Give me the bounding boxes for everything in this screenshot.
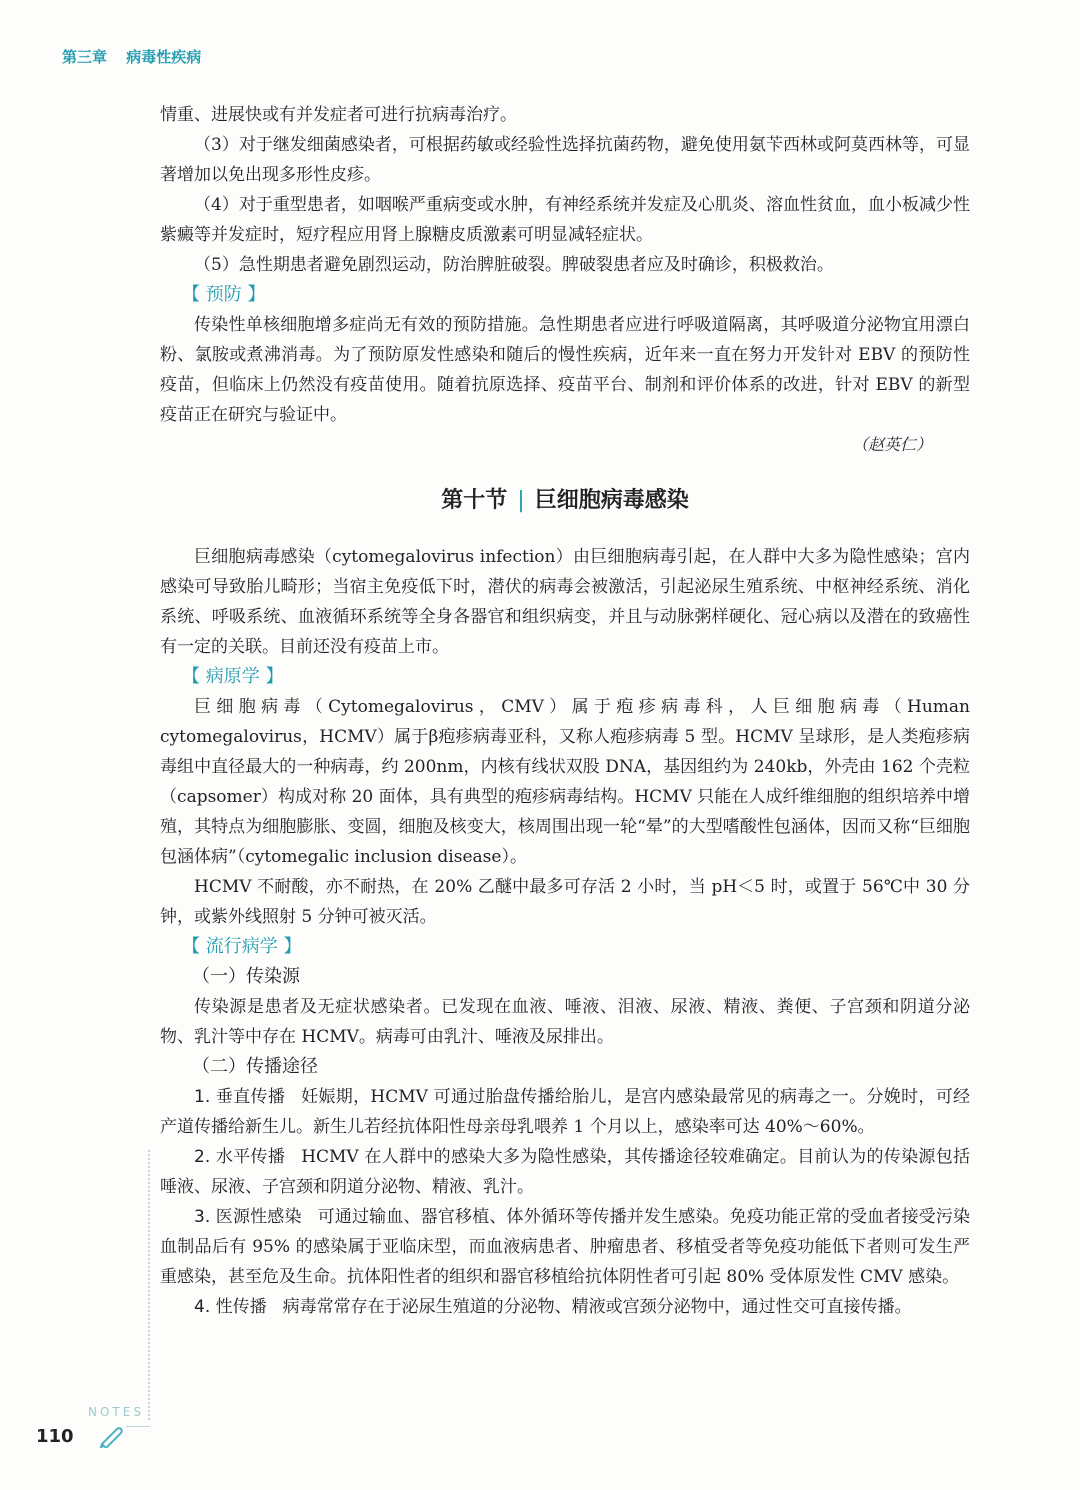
route-vertical bbox=[160, 1082, 970, 1142]
pencil-icon bbox=[98, 1424, 124, 1448]
route-iatrogenic-lead: 3. 医源性感染 bbox=[194, 1207, 302, 1227]
section-name: 巨细胞病毒感染 bbox=[534, 488, 689, 513]
route-horizontal bbox=[160, 1142, 970, 1202]
route-sexual-text: 病毒常常存在于泌尿生殖道的分泌物、精液或宫颈分泌物中，通过性交可直接传播。 bbox=[282, 1297, 912, 1317]
transmission-route-heading: （二）传播途径 bbox=[192, 1056, 318, 1077]
paragraph-continued: 情重、进展快或有并发症者可进行抗病毒治疗。 bbox=[160, 105, 517, 125]
etiology-heading: 【 病原学 】 bbox=[182, 666, 284, 687]
route-horizontal-lead: 2. 水平传播 bbox=[194, 1147, 286, 1167]
route-sexual bbox=[160, 1292, 970, 1322]
route-vertical-text: 妊娠期，HCMV 可通过胎盘传播给胎儿，是宫内感染最常见的病毒之一。分娩时，可经产道传播给新生儿。新生儿若经抗体阳性母亲母乳喂养 1 个月以上，感染率可达 40%～60%。 bbox=[160, 1087, 971, 1137]
prevention-paragraph: 传染性单核细胞增多症尚无有效的预防措施。急性期患者应进行呼吸道隔离，其呼吸道分泌物宜用漂白粉、氯胺或煮沸消毒。为了预防原发性感染和随后的慢性疾病，近年来一直在努力开发针对 EBV 的预防性疫苗，但临床上仍然没有疫苗使用。随着抗原选择、疫苗平台、制剂和评价体系的改进，针对 EBV 的新型疫苗正在研究与验证中。 bbox=[160, 315, 970, 425]
section-number: 第十节 bbox=[441, 488, 508, 513]
notes-margin-line bbox=[148, 1150, 150, 1420]
prevention-heading: 【 预防 】 bbox=[182, 284, 266, 305]
page-number: 110 bbox=[36, 1426, 74, 1447]
author-signature: （赵英仁） bbox=[851, 435, 932, 454]
route-iatrogenic-text: 可通过输血、器官移植、体外循环等传播并发生感染。免疫功能正常的受血者接受污染血制品后有 95% 的感染属于亚临床型，而血液病患者、肿瘤患者、移植受者等免疫功能低下者则可发生严重感染，甚至危及生命。抗体阳性者的组织和器官移植给抗体阴性者可引起 80% 受体原发性 CMV 感染。 bbox=[160, 1207, 971, 1287]
route-horizontal-text: HCMV 在人群中的感染大多为隐性感染，其传播途径较难确定。目前认为的传染源包括唾液、尿液、子宫颈和阴道分泌物、精液、乳汁。 bbox=[160, 1147, 971, 1197]
notes-rule bbox=[126, 1426, 150, 1427]
page-content bbox=[160, 100, 970, 1322]
infection-source-paragraph: 传染源是患者及无症状感染者。已发现在血液、唾液、泪液、尿液、精液、粪便、子宫颈和阴道分泌物、乳汁等中存在 HCMV。病毒可由乳汁、唾液及尿排出。 bbox=[160, 997, 970, 1047]
paragraph-item-5: （5）急性期患者避免剧烈运动，防治脾脏破裂。脾破裂患者应及时确诊，积极救治。 bbox=[194, 255, 834, 275]
section-intro: 巨细胞病毒感染（cytomegalovirus infection）由巨细胞病毒引起，在人群中大多为隐性感染；宫内感染可导致胎儿畸形；当宿主免疫低下时，潜伏的病毒会被激活，引起泌尿生殖系统、中枢神经系统、消化系统、呼吸系统、血液循环系统等全身各器官和组织病变，并且与动脉粥样硬化、冠心病以及潜在的致癌性有一定的关联。目前还没有疫苗上市。 bbox=[160, 547, 970, 657]
chapter-number: 第三章 bbox=[62, 48, 108, 66]
notes-label: NOTES bbox=[88, 1405, 144, 1419]
paragraph-item-4: （4）对于重型患者，如咽喉严重病变或水肿，有神经系统并发症及心肌炎、溶血性贫血，血小板减少性紫癜等并发症时，短疗程应用肾上腺糖皮质激素可明显减轻症状。 bbox=[160, 195, 970, 245]
running-header bbox=[62, 46, 215, 67]
section-title bbox=[160, 484, 970, 518]
chapter-title: 病毒性疾病 bbox=[126, 48, 202, 66]
etiology-paragraph-1: 巨细胞病毒（Cytomegalovirus，CMV）属于疱疹病毒科，人巨细胞病毒（Human cytomegalovirus，HCMV）属于β疱疹病毒亚科，又称人疱疹病毒 5 型。HCMV 呈球形，是人类疱疹病毒组中直径最大的一种病毒，约 200nm，内核有线状双股 DNA，基因组约为 240kb，外壳由 162 个壳粒（capsomer）构成对称 20 面体，具有典型的疱疹病毒结构。HCMV 只能在人成纤维细胞的组织培养中增殖，其特点为细胞膨胀、变圆，细胞及核变大，核周围出现一轮“晕”的大型嗜酸性包涵体，因而又称“巨细胞包涵体病”（cytomegalic inclusion disease）。 bbox=[160, 697, 970, 867]
route-iatrogenic bbox=[160, 1202, 970, 1292]
epidemiology-heading: 【 流行病学 】 bbox=[182, 936, 302, 957]
etiology-paragraph-2: HCMV 不耐酸，亦不耐热，在 20% 乙醚中最多可存活 2 小时，当 pH＜5 时，或置于 56℃中 30 分钟，或紫外线照射 5 分钟可被灭活。 bbox=[160, 877, 970, 927]
infection-source-heading: （一）传染源 bbox=[192, 966, 300, 987]
route-sexual-lead: 4. 性传播 bbox=[194, 1297, 267, 1317]
section-divider: | bbox=[517, 488, 525, 513]
route-vertical-lead: 1. 垂直传播 bbox=[194, 1087, 286, 1107]
paragraph-item-3: （3）对于继发细菌感染者，可根据药敏或经验性选择抗菌药物，避免使用氨苄西林或阿莫西林等，可显著增加以免出现多形性皮疹。 bbox=[160, 135, 970, 185]
